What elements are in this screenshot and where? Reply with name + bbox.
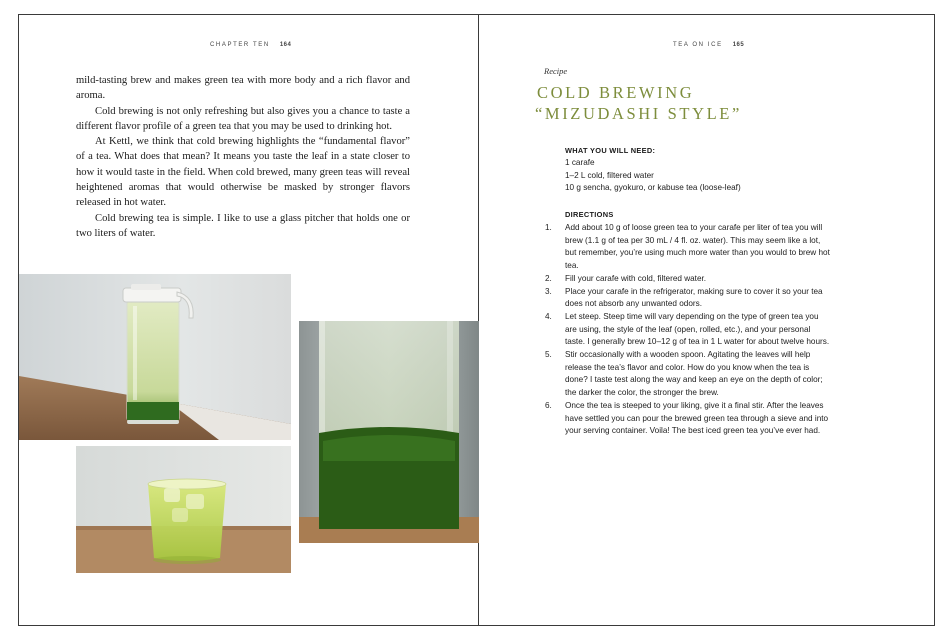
iced-tea-glass-photo: [76, 446, 291, 573]
paragraph: Cold brewing tea is simple. I like to use a glass pitcher that holds one or two liters of water.: [76, 212, 410, 239]
recipe-title-line2: “MIZUDASHI STYLE”: [535, 104, 742, 123]
step-number: 4.: [545, 311, 552, 321]
step-number: 5.: [545, 350, 552, 360]
list-item: 1 carafe: [565, 158, 595, 167]
leaves-closeup-photo: [299, 321, 479, 543]
step-number: 6.: [545, 400, 552, 410]
running-head-label: TEA ON ICE: [673, 42, 723, 48]
running-head-label: CHAPTER TEN: [210, 42, 270, 48]
step-text: Add about 10 g of loose green tea to your carafe per liter of tea you will brew (1.1 g of tea per 30 mL / 4 fl. oz. water). This may seem like a lot, but remember, you’re using much more water than you would to brew hot tea.: [565, 223, 830, 271]
page-number: 164: [279, 42, 292, 48]
step-number: 1.: [545, 223, 552, 232]
step-text: Place your carafe in the refrigerator, making sure to cover it so your tea does not absorb any unwanted odors.: [565, 286, 823, 309]
step-text: Stir occasionally with a wooden spoon. Agitating the leaves will help release the tea’s flavor and color. How do you know when the tea is done? I taste test along the way and keep an eye on the depth of color; the darker the color, the stronger the brew.: [565, 350, 823, 398]
step-text: Once the tea is steeped to your liking, give it a final stir. After the leaves have settled you can pour the brewed green tea through a sieve and into your serving container. Voila! The best iced green tea you’ve ever had.: [565, 400, 829, 436]
direction-step: [545, 400, 830, 438]
right-running-head: [673, 42, 744, 48]
direction-step: [545, 286, 830, 311]
paragraph: mild-tasting brew and makes green tea with more body and a rich flavor and aroma.: [76, 75, 410, 102]
paragraph: At Kettl, we think that cold brewing highlights the “fundamental flavor” of a tea. What does that mean? It means you taste the leaf in a state closer to how it would taste in the field. When cold brewed, many green teas will reveal heightened aromas that would otherwise be masked by stronger flavors released in hot water.: [76, 136, 410, 209]
left-page: [19, 15, 478, 625]
step-number: 2.: [545, 273, 552, 283]
directions-list: [545, 222, 830, 438]
recipe-title: [537, 82, 742, 124]
needs-heading: WHAT YOU WILL NEED:: [565, 146, 656, 155]
book-spread: [18, 14, 935, 626]
direction-step: [545, 222, 830, 273]
step-text: Let steep. Steep time will vary depending on the type of green tea you are using, the style of the leaf (open, rolled, etc.), and your personal taste. I generally brew 10–12 g of tea in 1 L water for about twelve hours.: [565, 311, 830, 347]
right-page: [479, 15, 935, 625]
list-item: 1–2 L cold, filtered water: [565, 170, 654, 180]
list-item: 10 g sencha, gyokuro, or kabuse tea (loose-leaf): [565, 183, 741, 193]
direction-step: [545, 349, 830, 400]
pitcher-photo: [19, 274, 291, 440]
recipe-label: Recipe: [544, 66, 568, 76]
directions-heading: DIRECTIONS: [565, 210, 614, 219]
step-text: Fill your carafe with cold, filtered water.: [565, 273, 707, 283]
body-text: [76, 73, 410, 241]
recipe-title-line1: COLD BREWING: [537, 83, 695, 102]
needs-list: [565, 157, 865, 195]
paragraph: Cold brewing is not only refreshing but also gives you a chance to taste a different flavor profile of a green tea that you may be used to drinking hot.: [76, 105, 410, 132]
direction-step: [545, 273, 830, 286]
left-running-head: [210, 42, 291, 48]
direction-step: [545, 311, 830, 349]
page-number: 165: [732, 42, 745, 48]
step-number: 3.: [545, 286, 552, 296]
